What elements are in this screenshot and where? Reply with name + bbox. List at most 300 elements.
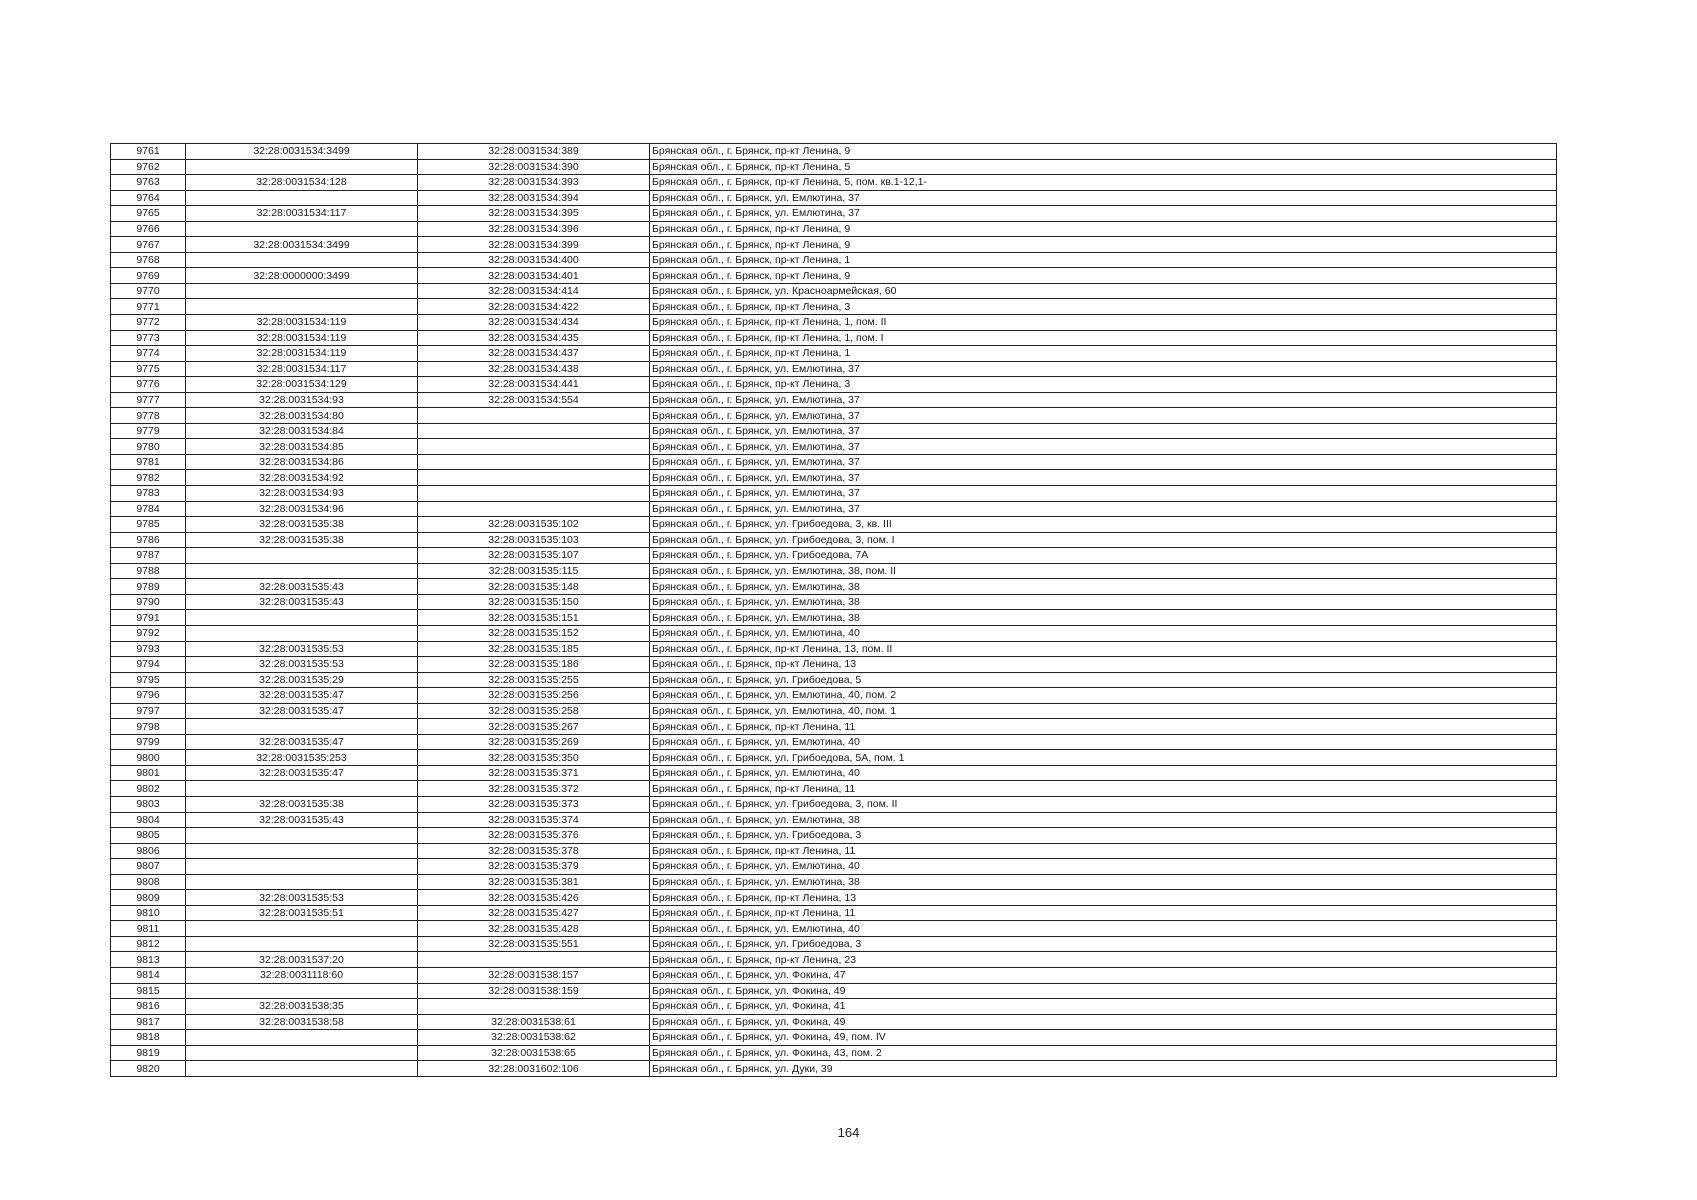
cadastral-number-cell: 32:28:0031534:422: [418, 299, 650, 315]
row-number-cell: 9787: [111, 548, 186, 564]
table-row: [111, 625, 1557, 641]
table-row: [111, 765, 1557, 781]
row-number-cell: 9765: [111, 206, 186, 222]
building-cadastral-number-cell: 32:28:0031118:60: [186, 967, 418, 983]
address-cell: Брянская обл., г. Брянск, ул. Емлютина, 38: [650, 610, 1557, 626]
table-row: [111, 859, 1557, 875]
address-cell: Брянская обл., г. Брянск, ул. Грибоедова, 3, пом. II: [650, 796, 1557, 812]
cadastral-number-cell: 32:28:0031535:115: [418, 563, 650, 579]
table-row: [111, 221, 1557, 237]
address-cell: Брянская обл., г. Брянск, ул. Емлютина, 40: [650, 625, 1557, 641]
building-cadastral-number-cell: [186, 1045, 418, 1061]
row-number-cell: 9810: [111, 905, 186, 921]
cadastral-number-cell: 32:28:0031534:396: [418, 221, 650, 237]
cadastral-number-cell: [418, 423, 650, 439]
address-cell: Брянская обл., г. Брянск, пр-кт Ленина, 5, пом. кв.1-12,1-: [650, 175, 1557, 191]
row-number-cell: 9800: [111, 750, 186, 766]
address-cell: Брянская обл., г. Брянск, ул. Емлютина, 37: [650, 206, 1557, 222]
row-number-cell: 9783: [111, 486, 186, 502]
building-cadastral-number-cell: [186, 159, 418, 175]
row-number-cell: 9803: [111, 796, 186, 812]
building-cadastral-number-cell: [186, 828, 418, 844]
cadastral-number-cell: 32:28:0031535:267: [418, 719, 650, 735]
cadastral-number-cell: 32:28:0031534:438: [418, 361, 650, 377]
table-row: [111, 252, 1557, 268]
building-cadastral-number-cell: 32:28:0031535:253: [186, 750, 418, 766]
building-cadastral-number-cell: 32:28:0031534:84: [186, 423, 418, 439]
row-number-cell: 9816: [111, 999, 186, 1015]
row-number-cell: 9770: [111, 283, 186, 299]
table-row: [111, 299, 1557, 315]
table-row: [111, 812, 1557, 828]
building-cadastral-number-cell: 32:28:0031535:47: [186, 688, 418, 704]
table-row: [111, 843, 1557, 859]
table-row: [111, 719, 1557, 735]
cadastral-number-cell: 32:28:0031534:389: [418, 144, 650, 160]
address-cell: Брянская обл., г. Брянск, ул. Грибоедова, 7А: [650, 548, 1557, 564]
address-cell: Брянская обл., г. Брянск, пр-кт Ленина, 13: [650, 890, 1557, 906]
address-cell: Брянская обл., г. Брянск, ул. Емлютина, 40: [650, 921, 1557, 937]
building-cadastral-number-cell: 32:28:0031535:47: [186, 703, 418, 719]
row-number-cell: 9771: [111, 299, 186, 315]
address-cell: Брянская обл., г. Брянск, ул. Емлютина, 38: [650, 579, 1557, 595]
building-cadastral-number-cell: 32:28:0031535:43: [186, 579, 418, 595]
address-cell: Брянская обл., г. Брянск, ул. Емлютина, 38: [650, 594, 1557, 610]
cadastral-number-cell: 32:28:0031535:148: [418, 579, 650, 595]
building-cadastral-number-cell: 32:28:0031537:20: [186, 952, 418, 968]
table-row: [111, 594, 1557, 610]
row-number-cell: 9785: [111, 517, 186, 533]
address-cell: Брянская обл., г. Брянск, ул. Емлютина, 37: [650, 408, 1557, 424]
building-cadastral-number-cell: 32:28:0031535:53: [186, 657, 418, 673]
address-cell: Брянская обл., г. Брянск, ул. Дуки, 39: [650, 1061, 1557, 1077]
building-cadastral-number-cell: [186, 283, 418, 299]
table-row: [111, 936, 1557, 952]
row-number-cell: 9804: [111, 812, 186, 828]
table-row: [111, 579, 1557, 595]
table-row: [111, 361, 1557, 377]
row-number-cell: 9767: [111, 237, 186, 253]
address-cell: Брянская обл., г. Брянск, пр-кт Ленина, 13, пом. II: [650, 641, 1557, 657]
row-number-cell: 9764: [111, 190, 186, 206]
table-row: [111, 548, 1557, 564]
address-cell: Брянская обл., г. Брянск, ул. Фокина, 47: [650, 967, 1557, 983]
address-cell: Брянская обл., г. Брянск, ул. Емлютина, 38: [650, 874, 1557, 890]
table-row: [111, 144, 1557, 160]
table-row: [111, 874, 1557, 890]
table-row: [111, 517, 1557, 533]
address-cell: Брянская обл., г. Брянск, ул. Емлютина, 37: [650, 501, 1557, 517]
row-number-cell: 9820: [111, 1061, 186, 1077]
cadastral-number-cell: 32:28:0031535:372: [418, 781, 650, 797]
table-body: [111, 144, 1557, 1077]
cadastral-number-cell: 32:28:0031535:256: [418, 688, 650, 704]
building-cadastral-number-cell: [186, 874, 418, 890]
row-number-cell: 9797: [111, 703, 186, 719]
cadastral-number-cell: [418, 454, 650, 470]
building-cadastral-number-cell: 32:28:0031534:3499: [186, 144, 418, 160]
table-row: [111, 330, 1557, 346]
table-row: [111, 190, 1557, 206]
row-number-cell: 9807: [111, 859, 186, 875]
table-row: [111, 828, 1557, 844]
building-cadastral-number-cell: 32:28:0031534:128: [186, 175, 418, 191]
address-cell: Брянская обл., г. Брянск, пр-кт Ленина, 13: [650, 657, 1557, 673]
row-number-cell: 9819: [111, 1045, 186, 1061]
building-cadastral-number-cell: [186, 843, 418, 859]
cadastral-number-cell: [418, 501, 650, 517]
row-number-cell: 9773: [111, 330, 186, 346]
table-row: [111, 921, 1557, 937]
row-number-cell: 9793: [111, 641, 186, 657]
cadastral-number-cell: 32:28:0031535:428: [418, 921, 650, 937]
address-cell: Брянская обл., г. Брянск, пр-кт Ленина, 1, пом. I: [650, 330, 1557, 346]
row-number-cell: 9808: [111, 874, 186, 890]
row-number-cell: 9815: [111, 983, 186, 999]
building-cadastral-number-cell: [186, 221, 418, 237]
table-row: [111, 346, 1557, 362]
row-number-cell: 9809: [111, 890, 186, 906]
table-row: [111, 967, 1557, 983]
table-row: [111, 952, 1557, 968]
address-cell: Брянская обл., г. Брянск, ул. Емлютина, 40: [650, 734, 1557, 750]
building-cadastral-number-cell: 32:28:0031535:53: [186, 641, 418, 657]
address-cell: Брянская обл., г. Брянск, ул. Фокина, 41: [650, 999, 1557, 1015]
row-number-cell: 9801: [111, 765, 186, 781]
building-cadastral-number-cell: [186, 719, 418, 735]
cadastral-number-cell: 32:28:0031535:381: [418, 874, 650, 890]
table-row: [111, 501, 1557, 517]
address-cell: Брянская обл., г. Брянск, ул. Емлютина, 37: [650, 190, 1557, 206]
cadastral-number-cell: [418, 952, 650, 968]
building-cadastral-number-cell: 32:28:0031535:38: [186, 517, 418, 533]
table-row: [111, 237, 1557, 253]
building-cadastral-number-cell: 32:28:0031534:93: [186, 392, 418, 408]
building-cadastral-number-cell: [186, 1030, 418, 1046]
address-cell: Брянская обл., г. Брянск, пр-кт Ленина, 9: [650, 237, 1557, 253]
row-number-cell: 9772: [111, 315, 186, 331]
address-cell: Брянская обл., г. Брянск, пр-кт Ленина, 9: [650, 268, 1557, 284]
address-cell: Брянская обл., г. Брянск, пр-кт Ленина, 3: [650, 299, 1557, 315]
row-number-cell: 9805: [111, 828, 186, 844]
building-cadastral-number-cell: [186, 936, 418, 952]
building-cadastral-number-cell: 32:28:0031534:119: [186, 330, 418, 346]
building-cadastral-number-cell: [186, 252, 418, 268]
cadastral-number-cell: 32:28:0031534:414: [418, 283, 650, 299]
cadastral-number-cell: 32:28:0031534:390: [418, 159, 650, 175]
table-row: [111, 750, 1557, 766]
building-cadastral-number-cell: [186, 190, 418, 206]
table-row: [111, 283, 1557, 299]
building-cadastral-number-cell: [186, 610, 418, 626]
cadastral-number-cell: 32:28:0031534:434: [418, 315, 650, 331]
address-cell: Брянская обл., г. Брянск, ул. Емлютина, 40: [650, 859, 1557, 875]
table-row: [111, 439, 1557, 455]
row-number-cell: 9768: [111, 252, 186, 268]
row-number-cell: 9789: [111, 579, 186, 595]
table-row: [111, 703, 1557, 719]
row-number-cell: 9782: [111, 470, 186, 486]
cadastral-number-cell: 32:28:0031535:186: [418, 657, 650, 673]
table-row: [111, 408, 1557, 424]
cadastral-number-cell: 32:28:0031534:554: [418, 392, 650, 408]
building-cadastral-number-cell: 32:28:0031534:85: [186, 439, 418, 455]
row-number-cell: 9778: [111, 408, 186, 424]
cadastral-number-cell: 32:28:0031534:400: [418, 252, 650, 268]
address-cell: Брянская обл., г. Брянск, пр-кт Ленина, 5: [650, 159, 1557, 175]
cadastral-number-cell: 32:28:0031535:379: [418, 859, 650, 875]
cadastral-number-cell: [418, 439, 650, 455]
cadastral-number-cell: 32:28:0031534:441: [418, 377, 650, 393]
building-cadastral-number-cell: 32:28:0031535:38: [186, 796, 418, 812]
building-cadastral-number-cell: 32:28:0031538:35: [186, 999, 418, 1015]
table-row: [111, 268, 1557, 284]
building-cadastral-number-cell: [186, 1061, 418, 1077]
cadastral-number-cell: 32:28:0031538:157: [418, 967, 650, 983]
address-cell: Брянская обл., г. Брянск, ул. Емлютина, 37: [650, 392, 1557, 408]
row-number-cell: 9814: [111, 967, 186, 983]
table-row: [111, 486, 1557, 502]
row-number-cell: 9774: [111, 346, 186, 362]
cadastral-number-cell: 32:28:0031535:150: [418, 594, 650, 610]
building-cadastral-number-cell: 32:28:0031534:92: [186, 470, 418, 486]
cadastral-number-cell: 32:28:0031535:551: [418, 936, 650, 952]
cadastral-number-cell: 32:28:0031534:395: [418, 206, 650, 222]
cadastral-number-cell: 32:28:0031535:185: [418, 641, 650, 657]
building-cadastral-number-cell: 32:28:0031534:119: [186, 315, 418, 331]
building-cadastral-number-cell: 32:28:0000000:3499: [186, 268, 418, 284]
row-number-cell: 9780: [111, 439, 186, 455]
cadastral-number-cell: 32:28:0031535:151: [418, 610, 650, 626]
address-cell: Брянская обл., г. Брянск, ул. Емлютина, 40: [650, 765, 1557, 781]
building-cadastral-number-cell: 32:28:0031538:58: [186, 1014, 418, 1030]
table-row: [111, 983, 1557, 999]
row-number-cell: 9762: [111, 159, 186, 175]
table-row: [111, 206, 1557, 222]
page-number: 164: [837, 1125, 860, 1140]
row-number-cell: 9817: [111, 1014, 186, 1030]
address-cell: Брянская обл., г. Брянск, ул. Грибоедова, 3, пом. I: [650, 532, 1557, 548]
cadastral-number-cell: [418, 408, 650, 424]
address-cell: Брянская обл., г. Брянск, ул. Емлютина, 37: [650, 470, 1557, 486]
address-cell: Брянская обл., г. Брянск, пр-кт Ленина, 11: [650, 719, 1557, 735]
table-row: [111, 392, 1557, 408]
cadastral-number-cell: 32:28:0031535:371: [418, 765, 650, 781]
cadastral-number-cell: [418, 999, 650, 1015]
row-number-cell: 9786: [111, 532, 186, 548]
address-cell: Брянская обл., г. Брянск, ул. Фокина, 49: [650, 1014, 1557, 1030]
table-row: [111, 796, 1557, 812]
cadastral-number-cell: 32:28:0031534:437: [418, 346, 650, 362]
row-number-cell: 9791: [111, 610, 186, 626]
table-row: [111, 454, 1557, 470]
table-row: [111, 377, 1557, 393]
cadastral-number-cell: 32:28:0031538:65: [418, 1045, 650, 1061]
address-cell: Брянская обл., г. Брянск, ул. Фокина, 49, пом. IV: [650, 1030, 1557, 1046]
table-row: [111, 159, 1557, 175]
address-cell: Брянская обл., г. Брянск, ул. Грибоедова, 3: [650, 936, 1557, 952]
building-cadastral-number-cell: 32:28:0031534:80: [186, 408, 418, 424]
cadastral-number-cell: [418, 470, 650, 486]
row-number-cell: 9781: [111, 454, 186, 470]
address-cell: Брянская обл., г. Брянск, пр-кт Ленина, 1: [650, 346, 1557, 362]
row-number-cell: 9806: [111, 843, 186, 859]
cadastral-number-cell: 32:28:0031534:393: [418, 175, 650, 191]
address-cell: Брянская обл., г. Брянск, ул. Грибоедова, 5: [650, 672, 1557, 688]
row-number-cell: 9811: [111, 921, 186, 937]
building-cadastral-number-cell: 32:28:0031535:29: [186, 672, 418, 688]
table-row: [111, 1030, 1557, 1046]
building-cadastral-number-cell: 32:28:0031534:117: [186, 206, 418, 222]
cadastral-number-cell: 32:28:0031535:107: [418, 548, 650, 564]
address-cell: Брянская обл., г. Брянск, ул. Фокина, 43, пом. 2: [650, 1045, 1557, 1061]
table-row: [111, 999, 1557, 1015]
address-cell: Брянская обл., г. Брянск, пр-кт Ленина, 3: [650, 377, 1557, 393]
cadastral-number-cell: 32:28:0031535:152: [418, 625, 650, 641]
building-cadastral-number-cell: 32:28:0031534:117: [186, 361, 418, 377]
table-row: [111, 641, 1557, 657]
address-cell: Брянская обл., г. Брянск, ул. Емлютина, 37: [650, 361, 1557, 377]
cadastral-number-cell: 32:28:0031535:374: [418, 812, 650, 828]
building-cadastral-number-cell: [186, 983, 418, 999]
cadastral-number-cell: 32:28:0031534:435: [418, 330, 650, 346]
cadastral-number-cell: 32:28:0031534:399: [418, 237, 650, 253]
row-number-cell: 9784: [111, 501, 186, 517]
address-cell: Брянская обл., г. Брянск, ул. Емлютина, 40, пом. 2: [650, 688, 1557, 704]
cadastral-table: [110, 143, 1557, 1077]
building-cadastral-number-cell: 32:28:0031535:47: [186, 734, 418, 750]
table-row: [111, 563, 1557, 579]
table-row: [111, 610, 1557, 626]
building-cadastral-number-cell: 32:28:0031535:43: [186, 594, 418, 610]
address-cell: Брянская обл., г. Брянск, ул. Емлютина, 37: [650, 486, 1557, 502]
row-number-cell: 9763: [111, 175, 186, 191]
row-number-cell: 9813: [111, 952, 186, 968]
table-row: [111, 688, 1557, 704]
table-row: [111, 905, 1557, 921]
row-number-cell: 9776: [111, 377, 186, 393]
building-cadastral-number-cell: [186, 921, 418, 937]
address-cell: Брянская обл., г. Брянск, ул. Красноармейская, 60: [650, 283, 1557, 299]
row-number-cell: 9802: [111, 781, 186, 797]
address-cell: Брянская обл., г. Брянск, ул. Емлютина, 38: [650, 812, 1557, 828]
row-number-cell: 9769: [111, 268, 186, 284]
address-cell: Брянская обл., г. Брянск, пр-кт Ленина, 9: [650, 144, 1557, 160]
building-cadastral-number-cell: [186, 859, 418, 875]
cadastral-number-cell: 32:28:0031535:350: [418, 750, 650, 766]
cadastral-number-cell: [418, 486, 650, 502]
table-row: [111, 470, 1557, 486]
row-number-cell: 9766: [111, 221, 186, 237]
cadastral-number-cell: 32:28:0031535:378: [418, 843, 650, 859]
table-row: [111, 672, 1557, 688]
row-number-cell: 9794: [111, 657, 186, 673]
address-cell: Брянская обл., г. Брянск, пр-кт Ленина, 11: [650, 843, 1557, 859]
building-cadastral-number-cell: 32:28:0031534:86: [186, 454, 418, 470]
address-cell: Брянская обл., г. Брянск, пр-кт Ленина, 9: [650, 221, 1557, 237]
cadastral-number-cell: 32:28:0031538:159: [418, 983, 650, 999]
address-cell: Брянская обл., г. Брянск, ул. Емлютина, 37: [650, 454, 1557, 470]
cadastral-number-cell: 32:28:0031535:376: [418, 828, 650, 844]
building-cadastral-number-cell: 32:28:0031534:96: [186, 501, 418, 517]
row-number-cell: 9777: [111, 392, 186, 408]
address-cell: Брянская обл., г. Брянск, ул. Грибоедова, 3: [650, 828, 1557, 844]
address-cell: Брянская обл., г. Брянск, ул. Емлютина, 37: [650, 439, 1557, 455]
row-number-cell: 9792: [111, 625, 186, 641]
table-row: [111, 1061, 1557, 1077]
building-cadastral-number-cell: 32:28:0031535:47: [186, 765, 418, 781]
cadastral-number-cell: 32:28:0031535:427: [418, 905, 650, 921]
cadastral-number-cell: 32:28:0031535:269: [418, 734, 650, 750]
building-cadastral-number-cell: 32:28:0031535:38: [186, 532, 418, 548]
address-cell: Брянская обл., г. Брянск, ул. Грибоедова, 3, кв. III: [650, 517, 1557, 533]
address-cell: Брянская обл., г. Брянск, пр-кт Ленина, 11: [650, 781, 1557, 797]
table-row: [111, 1014, 1557, 1030]
cadastral-number-cell: 32:28:0031534:401: [418, 268, 650, 284]
address-cell: Брянская обл., г. Брянск, ул. Грибоедова, 5А, пом. 1: [650, 750, 1557, 766]
row-number-cell: 9798: [111, 719, 186, 735]
row-number-cell: 9799: [111, 734, 186, 750]
row-number-cell: 9796: [111, 688, 186, 704]
address-cell: Брянская обл., г. Брянск, пр-кт Ленина, 11: [650, 905, 1557, 921]
address-cell: Брянская обл., г. Брянск, пр-кт Ленина, 23: [650, 952, 1557, 968]
table-row: [111, 657, 1557, 673]
building-cadastral-number-cell: 32:28:0031535:51: [186, 905, 418, 921]
table-row: [111, 423, 1557, 439]
table-row: [111, 1045, 1557, 1061]
row-number-cell: 9818: [111, 1030, 186, 1046]
address-cell: Брянская обл., г. Брянск, пр-кт Ленина, 1, пом. II: [650, 315, 1557, 331]
address-cell: Брянская обл., г. Брянск, ул. Фокина, 49: [650, 983, 1557, 999]
cadastral-number-cell: 32:28:0031602:106: [418, 1061, 650, 1077]
building-cadastral-number-cell: 32:28:0031535:43: [186, 812, 418, 828]
table-row: [111, 532, 1557, 548]
cadastral-number-cell: 32:28:0031535:373: [418, 796, 650, 812]
table-row: [111, 781, 1557, 797]
cadastral-number-cell: 32:28:0031535:258: [418, 703, 650, 719]
building-cadastral-number-cell: 32:28:0031534:129: [186, 377, 418, 393]
cadastral-number-cell: 32:28:0031534:394: [418, 190, 650, 206]
table-row: [111, 315, 1557, 331]
building-cadastral-number-cell: 32:28:0031534:93: [186, 486, 418, 502]
row-number-cell: 9775: [111, 361, 186, 377]
address-cell: Брянская обл., г. Брянск, ул. Емлютина, 40, пом. 1: [650, 703, 1557, 719]
building-cadastral-number-cell: [186, 299, 418, 315]
address-cell: Брянская обл., г. Брянск, ул. Емлютина, 37: [650, 423, 1557, 439]
row-number-cell: 9812: [111, 936, 186, 952]
building-cadastral-number-cell: [186, 625, 418, 641]
cadastral-number-cell: 32:28:0031535:255: [418, 672, 650, 688]
cadastral-number-cell: 32:28:0031538:62: [418, 1030, 650, 1046]
building-cadastral-number-cell: 32:28:0031534:119: [186, 346, 418, 362]
cadastral-number-cell: 32:28:0031535:426: [418, 890, 650, 906]
table-row: [111, 734, 1557, 750]
building-cadastral-number-cell: [186, 563, 418, 579]
cadastral-number-cell: 32:28:0031535:102: [418, 517, 650, 533]
building-cadastral-number-cell: [186, 781, 418, 797]
row-number-cell: 9790: [111, 594, 186, 610]
building-cadastral-number-cell: 32:28:0031535:53: [186, 890, 418, 906]
row-number-cell: 9795: [111, 672, 186, 688]
building-cadastral-number-cell: [186, 548, 418, 564]
building-cadastral-number-cell: 32:28:0031534:3499: [186, 237, 418, 253]
cadastral-number-cell: 32:28:0031538:61: [418, 1014, 650, 1030]
row-number-cell: 9788: [111, 563, 186, 579]
row-number-cell: 9761: [111, 144, 186, 160]
table-row: [111, 890, 1557, 906]
table-row: [111, 175, 1557, 191]
address-cell: Брянская обл., г. Брянск, пр-кт Ленина, 1: [650, 252, 1557, 268]
